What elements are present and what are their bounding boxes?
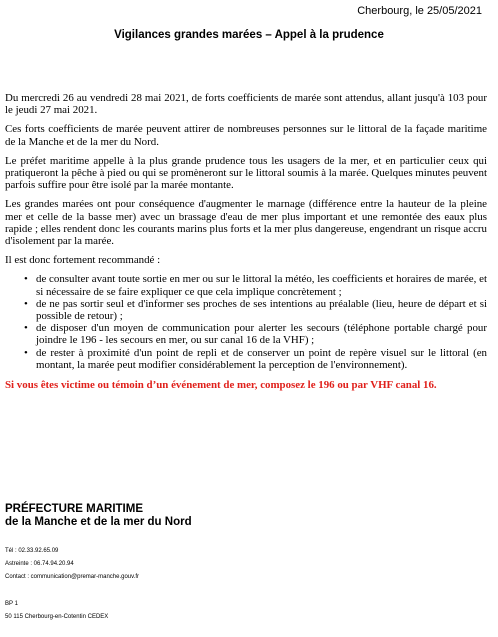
paragraph-prudence: Le préfet maritime appelle à la plus grande prudence tous les usagers de la mer, et en particulier ceux qui pratiqueront la pêche à pied ou qui se promèneront sur le littoral soumis à la marée. Quelques minutes peuvent parfois suffire pour être isolé par la marée montante. bbox=[5, 154, 487, 192]
list-item: • de rester à proximité d'un point de repli et de conserver un point de repère visuel sur le littoral (en montant, la marée peut modifier considérablement la perception de l'environnement). bbox=[36, 347, 487, 371]
phone-number: Tél : 02.33.92.65.09 bbox=[5, 548, 59, 554]
organization-line-2: de la Manche et de la mer du Nord bbox=[5, 516, 192, 528]
dateline: Cherbourg, le 25/05/2021 bbox=[357, 5, 482, 17]
paragraph-marnage: Les grandes marées ont pour conséquence d'augmenter le marnage (différence entre la hauteur de la pleine mer et celle de la basse mer) avec un brassage d'eau de mer plus important et une remontée des eaux plus rapide ; elles rendent donc les courants marins plus forts et la mer plus dangereuse, engendrant un risque accru d'isolement par la marée. bbox=[5, 198, 487, 248]
postal-box: BP 1 bbox=[5, 601, 18, 607]
paragraph-dates: Du mercredi 26 au vendredi 28 mai 2021, de forts coefficients de marée sont attendus, allant jusqu'à 103 pour le jeudi 27 mai 2021. bbox=[5, 92, 487, 117]
postal-address: 50 115 Cherbourg-en-Cotentin CEDEX bbox=[5, 614, 109, 620]
emergency-alert: Si vous êtes victime ou témoin d’un événement de mer, composez le 196 ou par VHF canal 16. bbox=[5, 379, 437, 392]
organization-line-1: PRÉFECTURE MARITIME bbox=[5, 503, 143, 515]
organization-name bbox=[5, 503, 192, 529]
body-text bbox=[5, 92, 487, 398]
list-item: • de ne pas sortir seul et d'informer ses proches de ses intentions au préalable (lieu, heure de départ et si possible de retour) ; bbox=[36, 298, 487, 322]
list-item: • de consulter avant toute sortie en mer ou sur le littoral la météo, les coefficients et horaires de marée, et si nécessaire de se faire expliquer ce que cela implique concrètement ; bbox=[36, 273, 487, 297]
paragraph-coefficients: Ces forts coefficients de marée peuvent attirer de nombreuses personnes sur le littoral de la façade maritime de la Manche et de la mer du Nord. bbox=[5, 123, 487, 148]
list-item: • de disposer d'un moyen de communication pour alerter les secours (téléphone portable chargé pour joindre le 196 - les secours en mer, ou sur canal 16 de la VHF) ; bbox=[36, 322, 487, 346]
contact-email[interactable]: Contact : communication@premar-manche.gouv.fr bbox=[5, 574, 140, 580]
page-title: Vigilances grandes marées – Appel à la prudence bbox=[114, 29, 384, 41]
paragraph-recommendation-intro: Il est donc fortement recommandé : bbox=[5, 254, 161, 267]
astreinte-number: Astreinte : 06.74.94.20.94 bbox=[5, 561, 74, 567]
recommendation-list bbox=[5, 273, 487, 371]
